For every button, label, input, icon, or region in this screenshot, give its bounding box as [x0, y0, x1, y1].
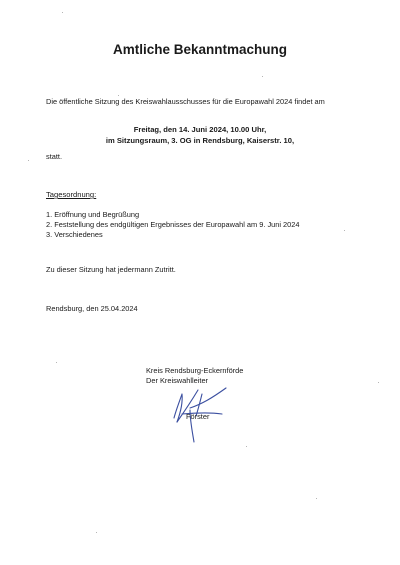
statt-text: statt.	[46, 152, 63, 161]
place-date: Rendsburg, den 25.04.2024	[46, 304, 138, 313]
scan-speck	[378, 382, 379, 383]
signer-role: Der Kreiswahlleiter	[146, 376, 209, 385]
scan-speck	[344, 230, 345, 231]
meeting-place: im Sitzungsraum, 3. OG in Rendsburg, Kaiserstr. 10,	[105, 135, 295, 145]
agenda-item: 1. Eröffnung und Begrüßung	[46, 210, 140, 219]
agenda-list	[46, 210, 300, 241]
scan-speck	[96, 532, 97, 533]
scan-speck	[62, 12, 63, 13]
scan-speck	[28, 160, 29, 161]
meeting-details	[0, 125, 400, 146]
signature-stroke	[190, 388, 226, 408]
authority-name: Kreis Rendsburg-Eckernförde	[146, 366, 244, 375]
signature-block	[146, 366, 243, 386]
signature-stroke	[174, 394, 182, 422]
scan-speck	[262, 76, 263, 77]
scan-speck	[316, 498, 317, 499]
signer-name: Förster	[186, 412, 210, 421]
scan-speck	[118, 95, 119, 96]
scan-speck	[246, 446, 247, 447]
scan-speck	[56, 362, 57, 363]
document-title: Amtliche Bekanntmachung	[112, 42, 288, 57]
agenda-item: 2. Feststellung des endgültigen Ergebnisses der Europawahl am 9. Juni 2024	[46, 220, 300, 230]
meeting-date: Freitag, den 14. Juni 2024, 10.00 Uhr,	[133, 125, 267, 134]
agenda-item: 3. Verschiedenes	[46, 230, 103, 240]
access-note: Zu dieser Sitzung hat jedermann Zutritt.	[46, 265, 176, 274]
intro-text: Die öffentliche Sitzung des Kreiswahlausschusses für die Europawahl 2024 findet am	[46, 97, 325, 106]
agenda-heading: Tagesordnung:	[46, 190, 97, 199]
